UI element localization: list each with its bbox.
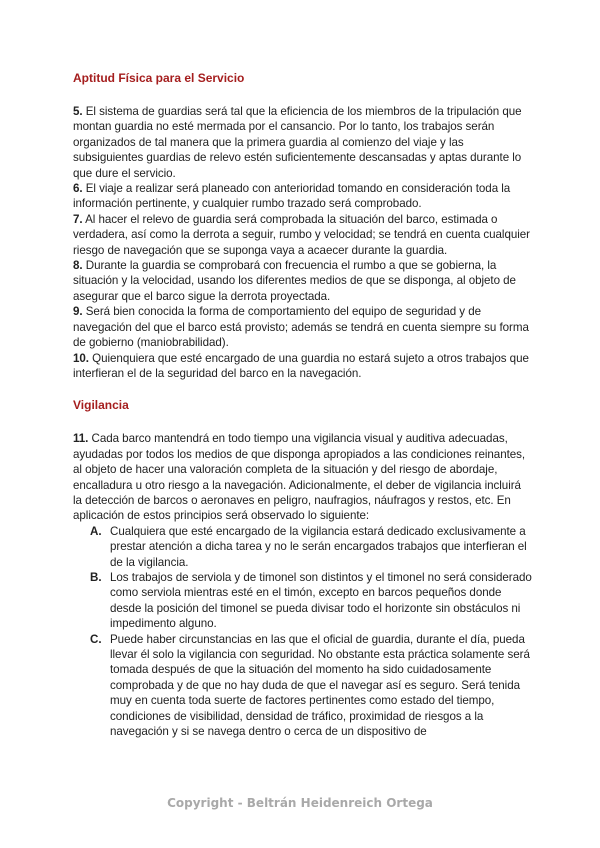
list-text: Los trabajos de serviola y de timonel son distintos y el timonel no será considerado como serviola mientras esté en el timón, excepto en barcos pequeños donde desde la posición del timonel se pueda divisar todo el horizonte sin obstáculos ni impedimento alguno. (110, 570, 532, 631)
item-text: Al hacer el relevo de guardia será comprobada la situación del barco, estimada o verdadera, así como la derrota a seguir, rumbo y velocidad; se tendrá en cuenta cualquier riesgo de navegación que se suponga vaya a acaecer durante la guardia. (73, 212, 530, 257)
list-item-a (73, 524, 533, 570)
item-text: Quienquiera que esté encargado de una guardia no estará sujeto a otros trabajos que interfieran el de la seguridad del barco en la navegación. (73, 351, 529, 380)
item-number: 6. (73, 182, 83, 196)
document-page (73, 70, 533, 739)
paragraph-item-7 (73, 212, 533, 258)
item-text: El sistema de guardias será tal que la eficiencia de los miembros de la tripulación que montan guardia no esté mermada por el cansancio. Por lo tanto, los trabajos serán organizados de tal manera que la primera guardia al comienzo del viaje y las subsiguientes guardias de relevo estén suficientemente descansadas y aptas durante lo que dure el servicio. (73, 105, 522, 180)
copyright-footer: Copyright - Beltrán Heidenreich Ortega (167, 796, 433, 810)
item-number: 9. (73, 305, 83, 319)
list-text: Puede haber circunstancias en las que el oficial de guardia, durante el día, pueda llevar él solo la vigilancia con seguridad. No obstante esta práctica solamente será tomada después de que la situación del momento ha sido cuidadosamente comprobada y de que no hay duda de que el navegar así es seguro. Será tenida muy en cuenta toda suerte de factores pertinentes como estado del tiempo, condiciones de visibilidad, densidad de tráfico, proximidad de riesgos a la navegación y si se navega dentro o cerca de un dispositivo de (110, 632, 530, 739)
paragraph-item-8 (73, 258, 533, 304)
list-letter: C. (90, 632, 102, 646)
list-letter: A. (90, 524, 102, 538)
item-number: 10. (73, 351, 89, 365)
item-text: El viaje a realizar será planeado con anterioridad tomando en consideración toda la información pertinente, y cualquier rumbo trazado será comprobado. (73, 182, 511, 211)
list-item-b (73, 570, 533, 632)
item-text: Será bien conocida la forma de comportamiento del equipo de seguridad y de navegación del que el barco está provisto; además se tendrá en cuenta siempre su forma de gobierno (maniobrabilidad). (73, 305, 529, 350)
paragraph-item-6 (73, 181, 533, 212)
paragraph-item-5 (73, 104, 533, 181)
item-text: Cada barco mantendrá en todo tiempo una vigilancia visual y auditiva adecuadas, ayudadas por todos los medios de que disponga apropiados a las condiciones reinantes, al objeto de hacer una valoración completa de la situación y del riesgo de abordaje, encalladura u otro riesgo a la navegación. Adicionalmente, el deber de vigilancia incluirá la detección de barcos o aeronaves en peligro, naufragios, náufragos y restos, etc. En aplicación de estos principios será observado lo siguiente: (73, 432, 526, 523)
item-number: 8. (73, 259, 83, 273)
paragraph-item-9 (73, 304, 533, 350)
list-letter: B. (90, 570, 102, 584)
paragraph-item-10 (73, 351, 533, 382)
item-number: 7. (73, 212, 83, 226)
lettered-list (73, 524, 533, 740)
item-text: Durante la guardia se comprobará con frecuencia el rumbo a que se gobierna, la situación y la velocidad, usando los diferentes medios de que se disponga, al objeto de asegurar que el barco sigue la derrota proyectada. (73, 259, 516, 303)
item-number: 5. (73, 105, 83, 118)
list-item-c (73, 632, 533, 740)
item-number: 11. (73, 432, 89, 446)
paragraph-item-11 (73, 431, 533, 523)
section-heading-aptitud: Aptitud Física para el Servicio (73, 71, 245, 85)
list-text: Cualquiera que esté encargado de la vigilancia estará dedicado exclusivamente a prestar atención a dicha tarea y no le serán encargados trabajos que interfieran el de la vigilancia. (110, 524, 527, 569)
section-heading-vigilancia: Vigilancia (73, 398, 129, 413)
